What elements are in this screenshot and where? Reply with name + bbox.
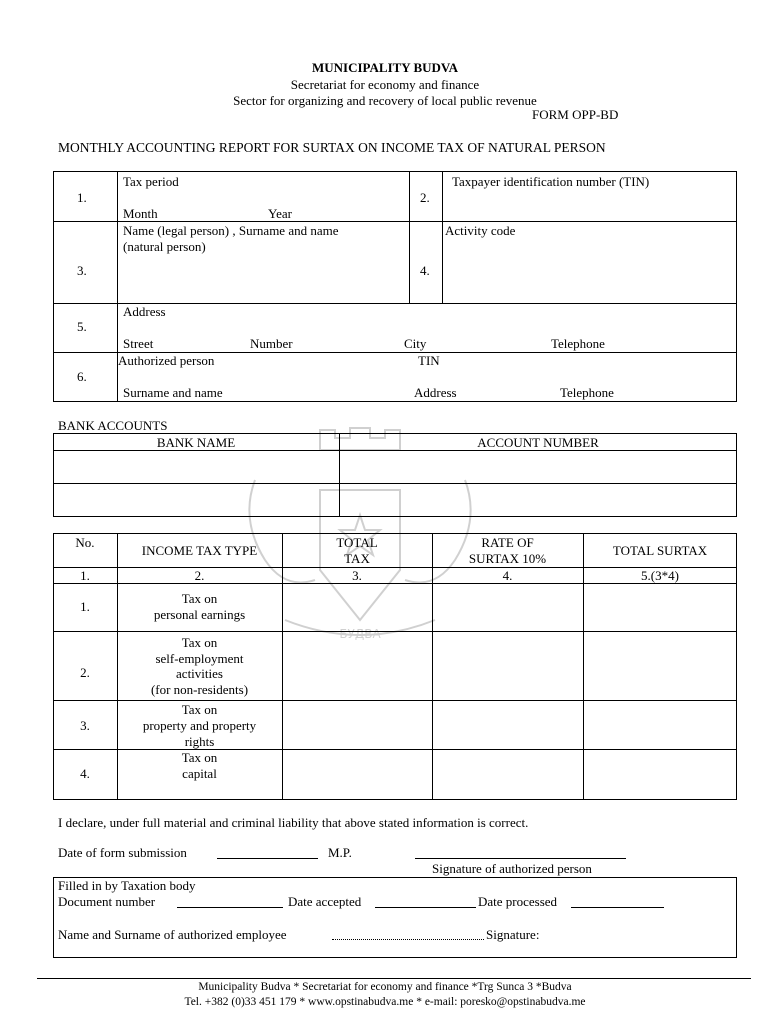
- col-index-5: 5.(3*4): [641, 568, 679, 583]
- tax-type-line: (for non-residents): [150, 682, 249, 697]
- bank-accounts-title: BANK ACCOUNTS: [58, 418, 168, 433]
- tax-row-number: 3.: [80, 718, 90, 733]
- declaration-text: I declare, under full material and criminal liability that above stated information is correct.: [58, 815, 529, 830]
- date-submission-label: Date of form submission: [58, 845, 187, 860]
- bank-name-input-1[interactable]: [54, 451, 338, 482]
- row-number-4: 4.: [420, 263, 430, 278]
- year-field[interactable]: Year: [268, 206, 292, 221]
- address-label: Address: [123, 304, 166, 319]
- authorized-address-field[interactable]: Address: [414, 385, 457, 400]
- form-code: FORM OPP-BD: [532, 107, 619, 122]
- total-surtax-input-4[interactable]: [584, 750, 736, 799]
- col-index-3: 3.: [352, 568, 362, 583]
- row-number-1: 1.: [77, 190, 87, 205]
- footer-line-2: Tel. +382 (0)33 451 179 * www.opstinabudva.me * e-mail: poresko@opstinabudva.me: [184, 996, 586, 1008]
- tax-type-line: Tax on: [181, 591, 218, 606]
- col-index-4: 4.: [502, 568, 513, 583]
- number-field[interactable]: Number: [250, 336, 293, 351]
- bank-name-header: BANK NAME: [156, 435, 236, 450]
- row-number-3: 3.: [77, 263, 87, 278]
- date-accepted-label: Date accepted: [288, 894, 362, 909]
- activity-code-field[interactable]: Activity code: [445, 223, 516, 238]
- date-accepted-input[interactable]: [375, 895, 476, 908]
- filled-by-label: Filled in by Taxation body: [58, 878, 196, 893]
- total-surtax-header: TOTAL SURTAX: [612, 543, 708, 558]
- authorized-telephone-field[interactable]: Telephone: [560, 385, 614, 400]
- signature-label: Signature of authorized person: [432, 861, 592, 876]
- tax-type-line: property and property: [142, 718, 257, 733]
- sector-name: Sector for organizing and recovery of local public revenue: [233, 93, 537, 108]
- row-number-5: 5.: [77, 319, 87, 334]
- document-number-label: Document number: [58, 894, 156, 909]
- tax-type-line: activities: [176, 666, 223, 681]
- no-header: No.: [75, 535, 95, 550]
- month-field[interactable]: Month: [123, 206, 158, 221]
- income-tax-type-header: INCOME TAX TYPE: [141, 543, 258, 558]
- office-signature-label: Signature:: [486, 927, 540, 942]
- rate-header-2: SURTAX 10%: [468, 551, 547, 566]
- account-number-header: ACCOUNT NUMBER: [477, 435, 599, 450]
- row-number-6: 6.: [77, 369, 87, 384]
- city-field[interactable]: City: [404, 336, 427, 351]
- date-processed-label: Date processed: [478, 894, 558, 909]
- tax-type-line: self-employment: [155, 651, 244, 666]
- tax-type-line: capital: [182, 766, 217, 781]
- total-surtax-input-1[interactable]: [584, 584, 736, 631]
- tax-type-line: Tax on: [181, 750, 218, 765]
- municipality-name: MUNICIPALITY BUDVA: [311, 60, 459, 75]
- account-number-input-2[interactable]: [340, 484, 736, 516]
- tax-type-line: Tax on: [181, 635, 218, 650]
- tax-row-number: 4.: [80, 766, 90, 781]
- authorized-person-label: Authorized person: [118, 353, 215, 368]
- tax-row-number: 2.: [80, 665, 90, 680]
- tin-field[interactable]: Taxpayer identification number (TIN): [452, 174, 650, 189]
- col-index-1: 1.: [80, 568, 90, 583]
- employee-label: Name and Surname of authorized employee: [58, 927, 287, 942]
- employee-input[interactable]: [332, 928, 484, 940]
- street-field[interactable]: Street: [123, 336, 154, 351]
- total-tax-input-3[interactable]: [283, 701, 432, 749]
- secretariat-name: Secretariat for economy and finance: [290, 77, 480, 92]
- tax-type-line: Tax on: [181, 702, 218, 717]
- col-index-2: 2.: [194, 568, 205, 583]
- total-tax-header-2: TAX: [344, 551, 370, 566]
- footer-divider: [37, 978, 751, 979]
- total-surtax-input-2[interactable]: [584, 632, 736, 700]
- date-submission-input[interactable]: [217, 845, 318, 859]
- row-number-2: 2.: [420, 190, 430, 205]
- total-tax-header-1: TOTAL: [336, 535, 378, 550]
- total-tax-input-2[interactable]: [283, 632, 432, 700]
- account-number-input-1[interactable]: [340, 451, 736, 482]
- watermark-text: БУДВА: [339, 627, 381, 641]
- date-processed-input[interactable]: [571, 895, 664, 908]
- tax-type-line: personal earnings: [153, 607, 246, 622]
- footer-line-1: Municipality Budva * Secretariat for economy and finance *Trg Sunca 3 *Budva: [198, 981, 572, 993]
- telephone-field[interactable]: Telephone: [551, 336, 605, 351]
- tax-period-label: Tax period: [123, 174, 179, 189]
- authorized-name-field[interactable]: Surname and name: [123, 385, 223, 400]
- name-field-sublabel: (natural person): [123, 239, 206, 254]
- tax-row-number: 1.: [80, 599, 90, 614]
- mp-label: M.P.: [328, 845, 352, 860]
- authorized-tin-field[interactable]: TIN: [418, 353, 440, 368]
- report-title: MONTHLY ACCOUNTING REPORT FOR SURTAX ON INCOME TAX OF NATURAL PERSON: [58, 140, 606, 155]
- signature-line[interactable]: [415, 845, 626, 859]
- bank-name-input-2[interactable]: [54, 484, 338, 516]
- total-tax-input-4[interactable]: [283, 750, 432, 799]
- document-number-input[interactable]: [177, 895, 283, 908]
- total-surtax-input-3[interactable]: [584, 701, 736, 749]
- tax-type-line: rights: [184, 734, 215, 749]
- rate-header-1: RATE OF: [481, 535, 534, 550]
- name-field-label[interactable]: Name (legal person) , Surname and name: [123, 223, 339, 238]
- total-tax-input-1[interactable]: [283, 584, 432, 631]
